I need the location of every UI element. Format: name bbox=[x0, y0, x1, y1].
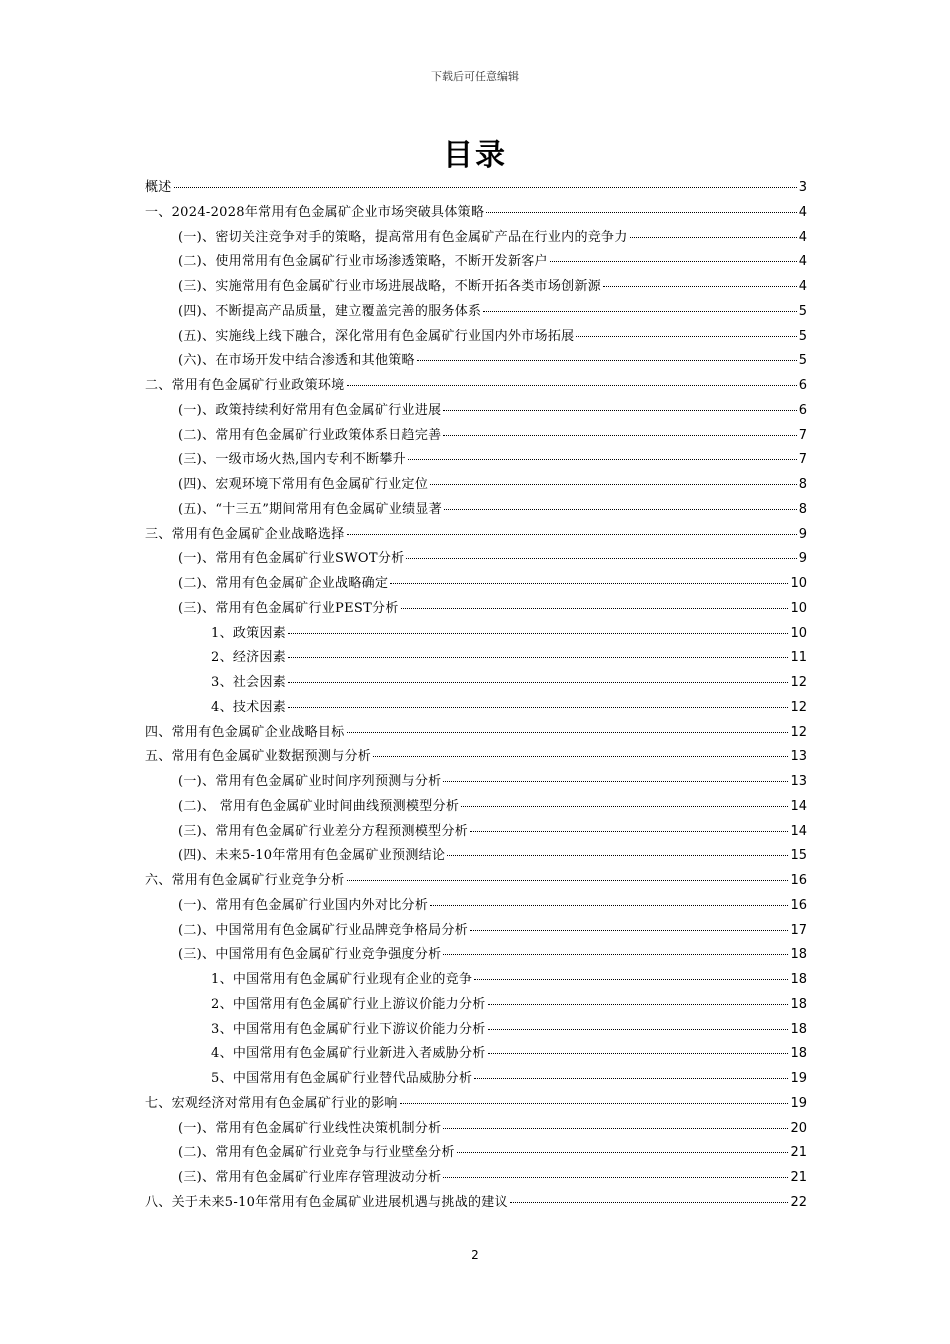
toc-entry[interactable] bbox=[145, 275, 807, 300]
toc-entry-text: (四)、不断提高产品质量，建立覆盖完善的服务体系 bbox=[178, 303, 482, 319]
toc-entry-page: 18 bbox=[790, 972, 807, 987]
toc-entry-page: 14 bbox=[790, 823, 807, 839]
toc-dot-leader bbox=[474, 978, 788, 980]
toc-entry-page: 7 bbox=[798, 452, 807, 468]
toc-entry[interactable] bbox=[145, 523, 807, 548]
toc-entry-page: 10 bbox=[790, 600, 807, 616]
toc-dot-leader bbox=[488, 1003, 789, 1005]
toc-dot-leader bbox=[461, 805, 788, 807]
toc-entry[interactable] bbox=[145, 919, 807, 944]
toc-dot-leader bbox=[406, 557, 796, 559]
toc-entry-text: (二)、常用有色金属矿企业战略确定 bbox=[178, 576, 389, 591]
toc-dot-leader bbox=[576, 335, 796, 337]
toc-entry[interactable] bbox=[145, 696, 807, 721]
toc-dot-leader bbox=[486, 211, 796, 213]
toc-entry-page: 5 bbox=[798, 328, 807, 344]
toc-entry[interactable] bbox=[145, 1018, 807, 1043]
toc-dot-leader bbox=[288, 632, 788, 634]
toc-entry-page: 20 bbox=[790, 1120, 807, 1136]
toc-entry-text: 一、2024-2028年常用有色金属矿企业市场突破具体策略 bbox=[145, 204, 485, 220]
toc-entry-text: (三)、中国常用有色金属矿行业竞争强度分析 bbox=[178, 947, 442, 963]
toc-dot-leader bbox=[474, 1077, 788, 1079]
toc-entry-text: 4、中国常用有色金属矿行业新进入者威胁分析 bbox=[211, 1046, 486, 1062]
toc-dot-leader bbox=[288, 706, 788, 708]
toc-entry-page: 8 bbox=[798, 501, 807, 517]
toc-dot-leader bbox=[347, 533, 797, 535]
toc-entry-text: 四、常用有色金属矿企业战略目标 bbox=[145, 724, 345, 740]
toc-entry-text: 2、中国常用有色金属矿行业上游议价能力分析 bbox=[211, 996, 486, 1012]
toc-entry-text: (二)、常用有色金属矿行业政策体系日趋完善 bbox=[178, 427, 442, 443]
toc-entry-text: (五)、实施线上线下融合，深化常用有色金属矿行业国内外市场拓展 bbox=[178, 328, 575, 344]
toc-entry[interactable] bbox=[145, 448, 807, 473]
toc-dot-leader bbox=[444, 508, 797, 510]
toc-dot-leader bbox=[401, 607, 789, 609]
toc-entry[interactable] bbox=[145, 943, 807, 968]
toc-title: 目录 bbox=[443, 138, 507, 173]
toc-entry-text: (二)、中国常用有色金属矿行业品牌竞争格局分析 bbox=[178, 922, 469, 938]
toc-entry[interactable] bbox=[145, 721, 807, 746]
toc-entry-page: 17 bbox=[790, 922, 807, 938]
toc-entry-page: 13 bbox=[790, 749, 807, 765]
toc-entry[interactable] bbox=[145, 399, 807, 424]
toc-entry-text: (一)、常用有色金属矿业时间序列预测与分析 bbox=[178, 774, 442, 789]
toc-entry[interactable] bbox=[145, 745, 807, 770]
toc-entry-page: 12 bbox=[790, 699, 807, 715]
toc-entry-text: (三)、常用有色金属矿行业库存管理波动分析 bbox=[178, 1170, 442, 1185]
toc-dot-leader bbox=[447, 854, 788, 856]
toc-entry-page: 3 bbox=[798, 180, 807, 195]
toc-entry-text: (一)、常用有色金属矿行业国内外对比分析 bbox=[178, 897, 429, 913]
toc-dot-leader bbox=[488, 1028, 789, 1030]
toc-entry-text: 1、政策因素 bbox=[211, 625, 287, 641]
toc-entry[interactable] bbox=[145, 300, 807, 325]
toc-entry[interactable] bbox=[145, 869, 807, 894]
toc-entry-text: 三、常用有色金属矿企业战略选择 bbox=[145, 526, 345, 542]
toc-entry-page: 18 bbox=[790, 947, 807, 963]
toc-entry-text: 五、常用有色金属矿业数据预测与分析 bbox=[145, 749, 372, 765]
toc-entry-text: 3、中国常用有色金属矿行业下游议价能力分析 bbox=[211, 1021, 486, 1037]
toc-dot-leader bbox=[347, 384, 797, 386]
toc-entry[interactable] bbox=[145, 1117, 807, 1142]
toc-dot-leader bbox=[400, 1102, 789, 1104]
toc-entry-text: (六)、在市场开发中结合渗透和其他策略 bbox=[178, 353, 415, 369]
toc-dot-leader bbox=[443, 409, 796, 411]
toc-dot-leader bbox=[390, 582, 788, 584]
toc-entry-page: 10 bbox=[790, 576, 807, 591]
toc-dot-leader bbox=[443, 1176, 788, 1178]
toc-entry-page: 8 bbox=[798, 477, 807, 492]
toc-dot-leader bbox=[510, 1201, 789, 1203]
toc-entry-page: 4 bbox=[798, 229, 807, 245]
toc-entry-page: 21 bbox=[790, 1145, 807, 1161]
toc-entry-text: (三)、常用有色金属矿行业PEST分析 bbox=[178, 600, 399, 616]
toc-dot-leader bbox=[457, 1151, 789, 1153]
toc-dot-leader bbox=[443, 434, 796, 436]
toc-dot-leader bbox=[288, 656, 788, 658]
toc-entry[interactable] bbox=[145, 374, 807, 399]
toc-dot-leader bbox=[488, 1052, 789, 1054]
toc-dot-leader bbox=[630, 236, 797, 238]
toc-entry-page: 13 bbox=[790, 774, 807, 789]
toc-dot-leader bbox=[603, 285, 797, 287]
toc-entry[interactable] bbox=[145, 226, 807, 251]
toc-dot-leader bbox=[550, 260, 797, 262]
toc-entry-page: 19 bbox=[790, 1071, 807, 1086]
page-number: 2 bbox=[471, 1248, 479, 1262]
toc-entry[interactable] bbox=[145, 1042, 807, 1067]
toc-entry[interactable] bbox=[145, 968, 807, 993]
toc-entry-page: 4 bbox=[798, 254, 807, 270]
toc-entry[interactable] bbox=[145, 1067, 807, 1092]
toc-entry-text: (四)、宏观环境下常用有色金属矿行业定位 bbox=[178, 477, 429, 492]
toc-entry[interactable] bbox=[145, 424, 807, 449]
toc-entry[interactable] bbox=[145, 473, 807, 498]
toc-dot-leader bbox=[288, 681, 788, 683]
toc-dot-leader bbox=[470, 929, 788, 931]
toc-entry[interactable] bbox=[145, 894, 807, 919]
toc-entry-page: 14 bbox=[790, 798, 807, 814]
toc-entry-page: 21 bbox=[790, 1170, 807, 1185]
toc-entry-text: (一)、政策持续利好常用有色金属矿行业进展 bbox=[178, 402, 442, 418]
toc-entry-text: 七、宏观经济对常用有色金属矿行业的影响 bbox=[145, 1095, 398, 1111]
toc-entry-page: 16 bbox=[790, 897, 807, 913]
toc-entry[interactable] bbox=[145, 201, 807, 226]
toc-entry-page: 7 bbox=[798, 427, 807, 443]
toc-entry-text: 5、中国常用有色金属矿行业替代品威胁分析 bbox=[211, 1071, 473, 1086]
toc-entry[interactable] bbox=[145, 250, 807, 275]
table-of-contents bbox=[145, 176, 807, 1216]
toc-entry[interactable] bbox=[145, 820, 807, 845]
toc-entry-text: (一)、常用有色金属矿行业SWOT分析 bbox=[178, 551, 405, 567]
toc-entry[interactable] bbox=[145, 325, 807, 350]
toc-entry-text: (三)、常用有色金属矿行业差分方程预测模型分析 bbox=[178, 823, 469, 839]
toc-dot-leader bbox=[408, 458, 797, 460]
toc-entry[interactable] bbox=[145, 1141, 807, 1166]
toc-entry[interactable] bbox=[145, 844, 807, 869]
toc-entry-page: 12 bbox=[790, 675, 807, 690]
toc-entry-text: (三)、一级市场火热,国内专利不断攀升 bbox=[178, 452, 406, 468]
toc-entry-page: 9 bbox=[798, 551, 807, 567]
toc-entry-page: 11 bbox=[790, 650, 807, 666]
toc-entry[interactable] bbox=[145, 646, 807, 671]
toc-entry[interactable] bbox=[145, 770, 807, 795]
toc-dot-leader bbox=[430, 483, 797, 485]
toc-dot-leader bbox=[483, 310, 796, 312]
toc-entry-text: (五)、“十三五”期间常用有色金属矿业绩显著 bbox=[178, 501, 443, 517]
toc-entry[interactable] bbox=[145, 1191, 807, 1216]
toc-entry-text: 二、常用有色金属矿行业政策环境 bbox=[145, 378, 345, 393]
toc-entry-text: (三)、实施常用有色金属矿行业市场进展战略，不断开拓各类市场创新源 bbox=[178, 279, 602, 294]
toc-dot-leader bbox=[347, 879, 789, 881]
toc-entry-page: 4 bbox=[798, 204, 807, 220]
toc-entry-page: 10 bbox=[790, 625, 807, 641]
toc-entry-text: 1、中国常用有色金属矿行业现有企业的竞争 bbox=[211, 972, 473, 987]
toc-entry-text: (四)、未来5-10年常用有色金属矿业预测结论 bbox=[178, 848, 446, 864]
page-header: 下载后可任意编辑 bbox=[431, 70, 519, 83]
toc-entry-page: 4 bbox=[798, 279, 807, 294]
toc-entry-text: (二)、 常用有色金属矿业时间曲线预测模型分析 bbox=[178, 798, 460, 814]
toc-entry-text: 八、关于未来5-10年常用有色金属矿业进展机遇与挑战的建议 bbox=[145, 1194, 508, 1210]
toc-entry-text: (一)、常用有色金属矿行业线性决策机制分析 bbox=[178, 1120, 442, 1136]
toc-entry-text: 3、社会因素 bbox=[211, 675, 287, 690]
toc-dot-leader bbox=[174, 186, 797, 188]
toc-dot-leader bbox=[443, 953, 788, 955]
toc-entry-page: 6 bbox=[798, 402, 807, 418]
toc-entry-page: 18 bbox=[790, 1021, 807, 1037]
toc-entry-page: 16 bbox=[790, 873, 807, 888]
toc-dot-leader bbox=[373, 755, 788, 757]
toc-entry-page: 12 bbox=[790, 724, 807, 740]
toc-dot-leader bbox=[443, 780, 788, 782]
toc-entry[interactable] bbox=[145, 993, 807, 1018]
toc-entry[interactable] bbox=[145, 671, 807, 696]
toc-entry-page: 18 bbox=[790, 1046, 807, 1062]
toc-entry[interactable] bbox=[145, 622, 807, 647]
toc-dot-leader bbox=[470, 830, 788, 832]
toc-entry-page: 15 bbox=[790, 848, 807, 864]
toc-entry[interactable] bbox=[145, 1166, 807, 1191]
toc-entry[interactable] bbox=[145, 597, 807, 622]
toc-entry[interactable] bbox=[145, 498, 807, 523]
toc-entry[interactable] bbox=[145, 1092, 807, 1117]
toc-entry-text: 2、经济因素 bbox=[211, 650, 287, 666]
toc-entry-text: 概述 bbox=[145, 180, 172, 195]
toc-entry-text: (二)、常用有色金属矿行业竞争与行业壁垒分析 bbox=[178, 1145, 455, 1161]
toc-entry[interactable] bbox=[145, 572, 807, 597]
toc-entry-page: 19 bbox=[790, 1095, 807, 1111]
toc-entry-text: (一)、密切关注竞争对手的策略，提高常用有色金属矿产品在行业内的竞争力 bbox=[178, 229, 628, 245]
toc-entry-page: 5 bbox=[798, 303, 807, 319]
toc-entry-page: 5 bbox=[798, 353, 807, 369]
toc-entry-page: 18 bbox=[790, 996, 807, 1012]
toc-entry-text: 六、常用有色金属矿行业竞争分析 bbox=[145, 873, 345, 888]
toc-entry-text: (二)、使用常用有色金属矿行业市场渗透策略，不断开发新客户 bbox=[178, 254, 548, 270]
toc-entry-text: 4、技术因素 bbox=[211, 699, 287, 715]
toc-dot-leader bbox=[417, 359, 797, 361]
toc-entry[interactable] bbox=[145, 349, 807, 374]
toc-entry-page: 22 bbox=[790, 1194, 807, 1210]
toc-entry[interactable] bbox=[145, 176, 807, 201]
toc-dot-leader bbox=[347, 731, 789, 733]
toc-dot-leader bbox=[443, 1127, 788, 1129]
toc-entry[interactable] bbox=[145, 795, 807, 820]
toc-dot-leader bbox=[430, 904, 788, 906]
toc-entry[interactable] bbox=[145, 547, 807, 572]
toc-entry-page: 6 bbox=[798, 378, 807, 393]
toc-entry-page: 9 bbox=[798, 526, 807, 542]
